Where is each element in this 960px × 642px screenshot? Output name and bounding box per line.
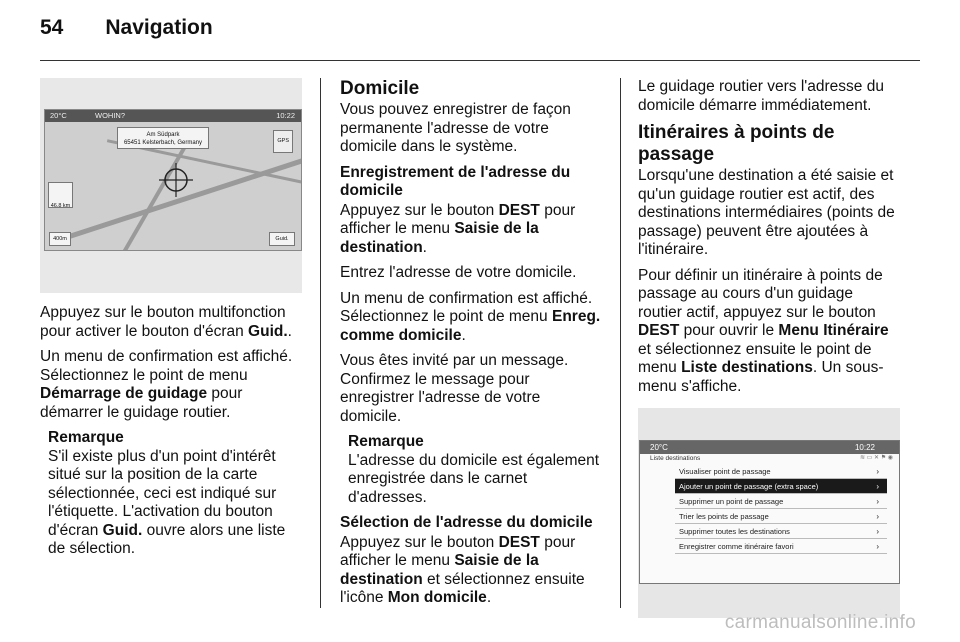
navigation-screen-figure [40,78,302,293]
note-text: L'adresse du domicile est également enregistrée dans le carnet d'adresses. [348,451,600,506]
section-title: Navigation [105,16,213,39]
column-divider-1 [320,78,321,608]
menu-item-label: Supprimer un point de passage [679,497,784,506]
paragraph: Le guidage routier vers l'adresse du domicile démarre immédiatement. [638,78,884,114]
menu-item-label: Ajouter un point de passage (extra space) [679,482,819,491]
status-icons: ≋ ▭ ✕ ⚑ ◉ [859,455,893,461]
paragraph: Pour définir un itinéraire à points de passage au cours d'un guidage routier actif, appuyez sur le bouton DEST pour ouvrir le Menu Itinéraire et sélectionnez ensuite le point de menu Liste destinations. Un sous-menu s'affiche. [638,266,889,395]
menu-item-label: Supprimer toutes les destinations [679,527,790,536]
paragraph: Appuyez sur le bouton DEST pour afficher le menu Saisie de la destination. [340,201,576,256]
paragraph: Vous êtes invité par un message. Confirmez le message pour enregistrer l'adresse de votre domicile. [340,352,569,425]
destination-menu [675,464,887,554]
note-block [340,433,602,507]
chevron-right-icon: › [876,512,879,521]
liste-destinations-figure [638,408,900,618]
paragraph: Appuyez sur le bouton DEST pour afficher le menu Saisie de la destination et sélectionnez ensuite l'icône Mon domicile. [340,533,585,606]
paragraph: Entrez l'adresse de votre domicile. [340,264,577,281]
paragraph: Un menu de confirmation est affiché. Sélectionnez le point de menu Démarrage de guidage pour démarrer le guidage routier. [40,348,293,421]
guid-button[interactable]: Guid. [269,232,295,246]
chevron-right-icon: › [876,497,879,506]
menu-item-label: Visualiser point de passage [679,467,771,476]
menu-item[interactable] [675,494,887,509]
chevron-right-icon: › [876,482,879,491]
map-scale: 400m [49,232,71,246]
menu-item-label: Enregistrer comme itinéraire favori [679,542,794,551]
navigation-map-screen [44,109,302,251]
menu-item[interactable] [675,524,887,539]
chevron-right-icon: › [876,542,879,551]
map-clock: 10:22 [276,111,295,120]
list-clock: 10:22 [854,443,875,452]
menu-item-label: Trier les points de passage [679,512,769,521]
chevron-right-icon: › [876,527,879,536]
header-rule [40,60,920,61]
note-title: Remarque [348,433,424,450]
heading-domicile: Domicile [340,78,420,99]
heading-itineraires: Itinéraires à points de passage [638,122,835,165]
paragraph: Appuyez sur le bouton multifonction pour activer le bouton d'écran Guid.. [40,304,292,340]
column-3 [638,78,900,618]
map-status-bar [45,110,301,122]
list-temperature: 20°C [650,443,668,452]
page-number: 54 [40,16,64,39]
chevron-right-icon: › [876,467,879,476]
paragraph: Un menu de confirmation est affiché. Sélectionnez le point de menu Enreg. comme domicile. [340,289,601,344]
menu-item[interactable] [675,479,887,494]
watermark: carmanualsonline.info [724,612,916,633]
paragraph: Vous pouvez enregistrer de façon permanente l'adresse de votre domicile dans le système. [340,101,571,155]
column-divider-2 [620,78,621,608]
menu-item[interactable] [675,464,887,479]
column-1 [40,78,302,566]
crosshair-icon [159,163,193,197]
list-status-bar [640,441,899,454]
gps-badge: GPS [273,130,293,153]
paragraph: Lorsqu'une destination a été saisie et qu'un guidage routier est actif, des destinations intermédiaires (points de passage) peuvent être ajoutées à l'itinéraire. [638,167,895,258]
map-temperature: 20°C [50,111,67,120]
note-block [40,429,302,559]
map-menu-title: WOHIN? [95,111,125,120]
note-text: S'il existe plus d'un point d'intérêt situé sur la position de la carte sélectionnée, ceci est indiqué sur l'étiquette. L'activation du bouton d'écran Guid. ouvre alors une liste de sélection. [48,447,286,557]
column-2 [340,78,602,615]
heading-selection: Sélection de l'adresse du domicile [340,514,593,531]
map-address-label: Am Südpark 65451 Kelsterbach, Germany [117,127,209,149]
list-title: Liste destinations ≋ ▭ ✕ ⚑ ◉ [650,455,893,462]
menu-item[interactable] [675,509,887,524]
heading-enregistrement: Enregistrement de l'adresse du domicile [340,163,571,199]
distance-readout: 46.8 km [48,182,73,208]
page-header [40,16,213,50]
note-title: Remarque [48,429,124,446]
menu-item[interactable] [675,539,887,554]
liste-destinations-screen [639,440,900,584]
